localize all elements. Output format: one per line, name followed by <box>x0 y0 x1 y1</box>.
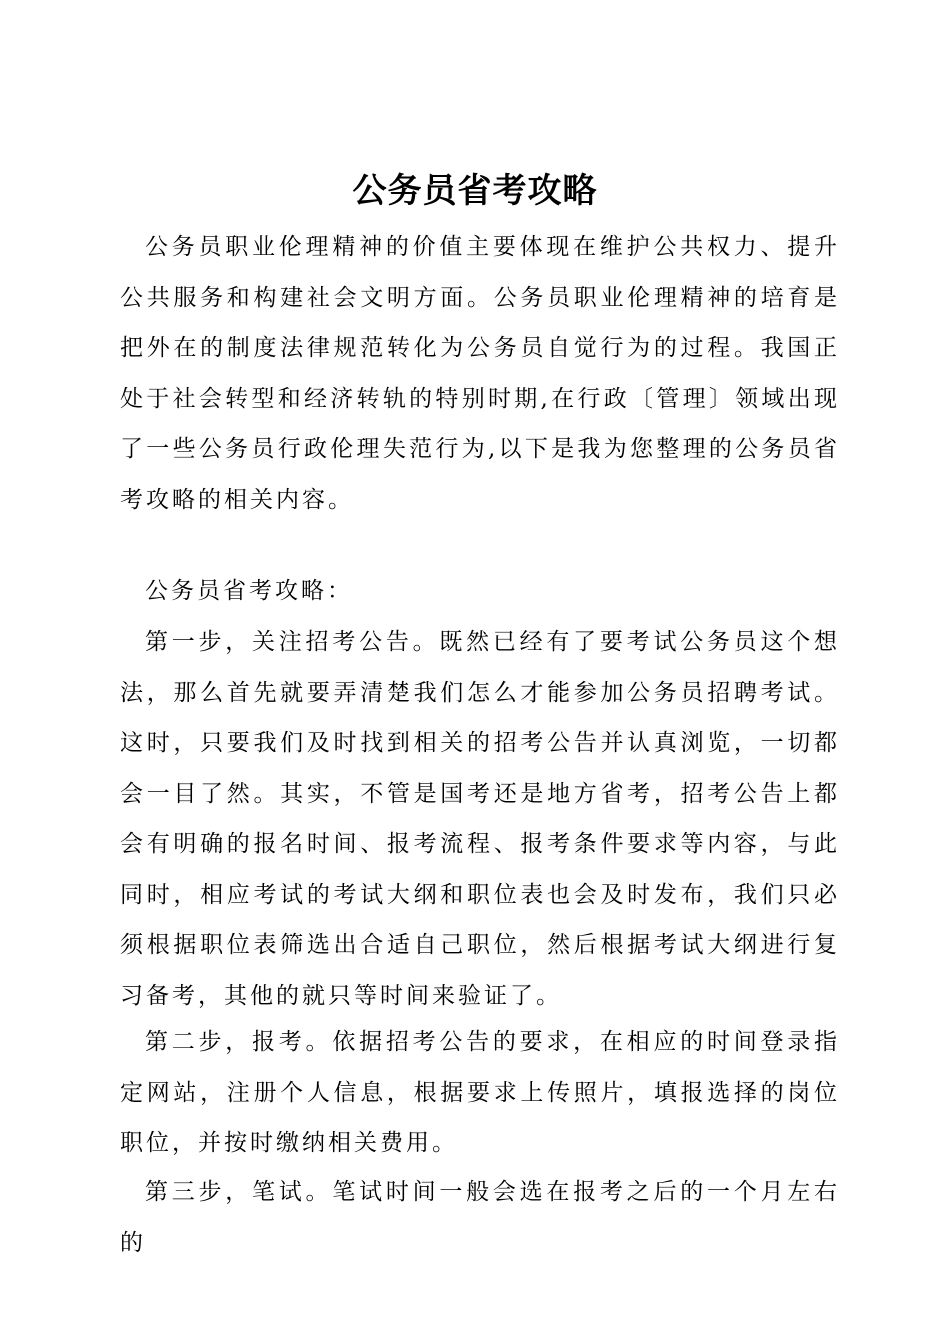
step-two-paragraph: 第二步，报考。依据招考公告的要求，在相应的时间登录指定网站，注册个人信息，根据要求上传照片，填报选择的岗位职位，并按时缴纳相关费用。 <box>120 1029 840 1156</box>
step-three-paragraph: 第三步，笔试。笔试时间一般会选在报考之后的一个月左右的 <box>120 1179 840 1256</box>
step-one-paragraph: 第一步，关注招考公告。既然已经有了要考试公务员这个想法，那么首先就要弄清楚我们怎么才能参加公务员招聘考试。这时，只要我们及时找到相关的招考公告并认真浏览，一切都会一目了然。其实，不管是国考还是地方省考，招考公告上都会有明确的报名时间、报考流程、报考条件要求等内容，与此同时，相应考试的考试大纲和职位表也会及时发布，我们只必须根据职位表筛选出合适自己职位，然后根据考试大纲进行复习备考，其他的就只等时间来验证了。 <box>120 629 840 1009</box>
document-title: 公务员省考攻略 <box>352 170 598 211</box>
intro-paragraph: 公务员职业伦理精神的价值主要体现在维护公共权力、提升公共服务和构建社会文明方面。公务员职业伦理精神的培育是把外在的制度法律规范转化为公务员自觉行为的过程。我国正处于社会转型和经济转轨的特别时期,在行政〔管理〕领域出现了一些公务员行政伦理失范行为,以下是我为您整理的公务员省考攻略的相关内容。 <box>120 234 840 513</box>
section-label: 公务员省考攻略： <box>145 578 353 604</box>
